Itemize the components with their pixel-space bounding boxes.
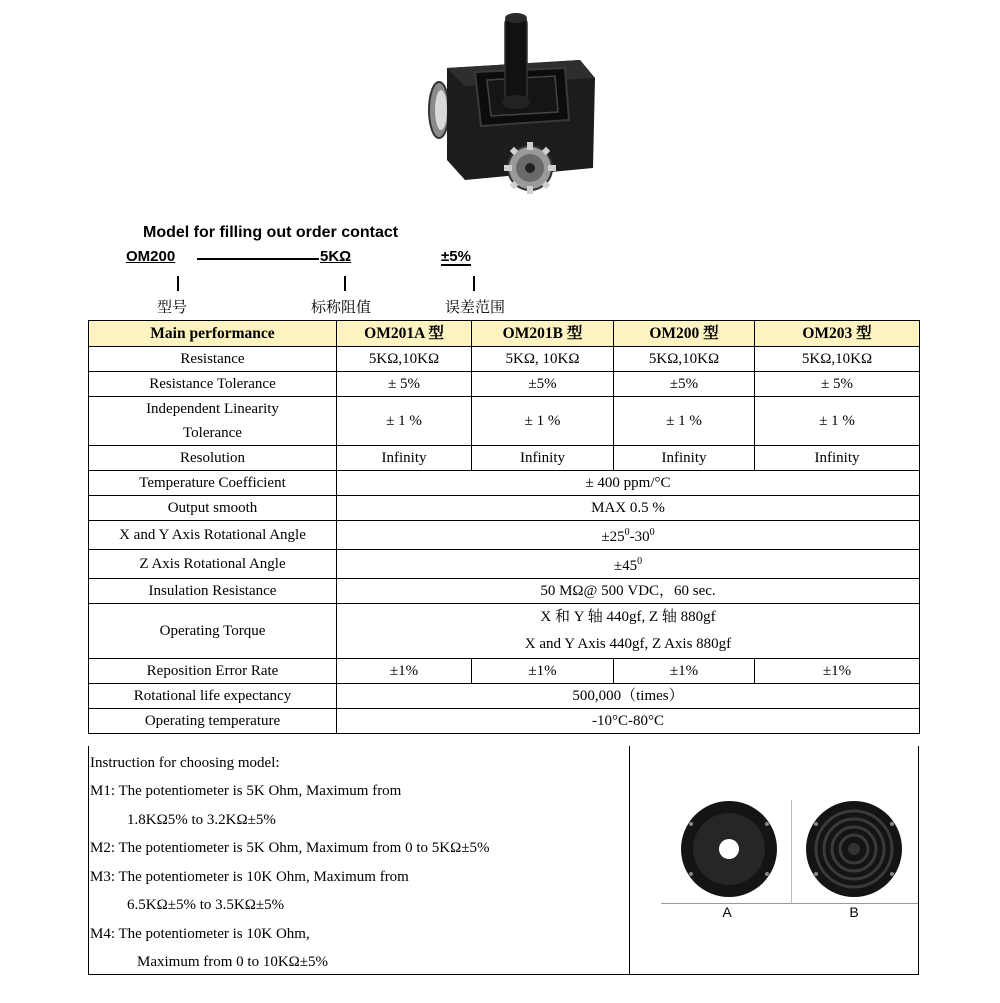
cell-value: ± 400 ppm/°C <box>337 471 920 496</box>
model-code <box>126 248 175 265</box>
row-label: Resistance <box>89 347 337 372</box>
disc-b-image <box>792 800 918 903</box>
header-om201a: OM201A 型 <box>337 321 472 347</box>
table-row <box>89 521 920 550</box>
header-om200: OM200 型 <box>614 321 755 347</box>
model-instructions-section <box>88 746 919 975</box>
cell-value: 5KΩ,10KΩ <box>337 347 472 372</box>
cell-value: 5KΩ,10KΩ <box>614 347 755 372</box>
instructions-panel <box>89 746 630 975</box>
resistance-tick <box>344 276 346 291</box>
tolerance-code <box>441 248 471 266</box>
cell-value: ±5% <box>614 372 755 397</box>
xy-angle-b-sup: 0 <box>649 527 655 538</box>
row-label: Reposition Error Rate <box>89 659 337 684</box>
cell-value: ± 1 % <box>755 397 920 446</box>
resistance-code: 5KΩ <box>320 248 352 265</box>
table-row <box>89 550 920 579</box>
instruction-m4-line2: Maximum from 0 to 10KΩ±5% <box>137 954 329 970</box>
table-row <box>89 397 920 446</box>
row-label-line2: Tolerance <box>183 425 242 441</box>
cell-value <box>337 550 920 579</box>
torque-line2: X and Y Axis 440gf, Z Axis 880gf <box>524 636 732 652</box>
order-title: Model for filling out order contact <box>143 224 399 241</box>
row-label <box>89 397 337 446</box>
table-row <box>89 604 920 659</box>
cell-value: ±1% <box>755 659 920 684</box>
cell-value: ± 1 % <box>472 397 614 446</box>
torque-line1: X 和 Y 轴 440gf, Z 轴 880gf <box>540 609 716 625</box>
table-row <box>89 372 920 397</box>
cell-value <box>337 521 920 550</box>
cell-value: ±1% <box>472 659 614 684</box>
table-row <box>89 709 920 734</box>
cell-value: ± 5% <box>337 372 472 397</box>
row-label: Rotational life expectancy <box>89 684 337 709</box>
row-label: Operating Torque <box>89 604 337 659</box>
performance-table <box>88 320 920 734</box>
figure-a-label: A <box>722 904 732 920</box>
row-label: Resistance Tolerance <box>89 372 337 397</box>
instruction-m3-line2: 6.5KΩ±5% to 3.5KΩ±5% <box>127 897 285 913</box>
cell-value: ± 1 % <box>337 397 472 446</box>
instruction-m1-line1: M1: The potentiometer is 5K Ohm, Maximum from <box>90 783 402 799</box>
resistance-cn-label: 标称阻值 <box>311 298 372 316</box>
cell-value: MAX 0.5 % <box>337 496 920 521</box>
figure-a-cell <box>661 800 792 904</box>
row-label: Resolution <box>89 446 337 471</box>
table-row <box>89 347 920 372</box>
table-row <box>89 496 920 521</box>
header-main-performance: Main performance <box>89 321 337 347</box>
z-angle-sup: 0 <box>637 556 643 567</box>
instructions-heading: Instruction for choosing model: <box>90 755 280 771</box>
cell-value: ± 1 % <box>614 397 755 446</box>
instruction-m3-line1: M3: The potentiometer is 10K Ohm, Maximum from <box>90 869 409 885</box>
cell-value: Infinity <box>337 446 472 471</box>
xy-angle-a-sup: 0 <box>624 527 630 538</box>
cell-value: 500,000（times） <box>337 684 920 709</box>
tolerance-code-text: ±5% <box>441 248 471 265</box>
row-label: Insulation Resistance <box>89 579 337 604</box>
cell-value: Infinity <box>755 446 920 471</box>
table-row <box>89 446 920 471</box>
cell-value: -10°C-80°C <box>337 709 920 734</box>
cell-value: ±1% <box>614 659 755 684</box>
z-angle-value: ±45 <box>613 558 638 574</box>
cell-value: ±5% <box>472 372 614 397</box>
row-label: Output smooth <box>89 496 337 521</box>
table-row <box>89 579 920 604</box>
table-header-row <box>89 321 920 347</box>
row-label-line1: Independent Linearity <box>146 401 279 417</box>
cell-value: ± 5% <box>755 372 920 397</box>
model-tick <box>177 276 179 291</box>
joystick-product-image <box>425 10 600 200</box>
model-code-text: OM200 <box>126 248 176 265</box>
cell-value: Infinity <box>472 446 614 471</box>
model-cn-label: 型号 <box>157 298 188 316</box>
figure-b-label: B <box>849 904 859 920</box>
row-label: Z Axis Rotational Angle <box>89 550 337 579</box>
instruction-m4-line1: M4: The potentiometer is 10K Ohm, <box>90 926 310 942</box>
cell-value: 5KΩ, 10KΩ <box>472 347 614 372</box>
cell-value: ±1% <box>337 659 472 684</box>
table-row <box>89 659 920 684</box>
row-label: Temperature Coefficient <box>89 471 337 496</box>
order-connector-line <box>197 258 319 260</box>
cell-value: 50 MΩ@ 500 VDC，60 sec. <box>337 579 920 604</box>
disc-figures <box>661 800 918 920</box>
tolerance-tick <box>473 276 475 291</box>
row-label: X and Y Axis Rotational Angle <box>89 521 337 550</box>
cell-value <box>337 604 920 659</box>
row-label: Operating temperature <box>89 709 337 734</box>
table-row <box>89 684 920 709</box>
cell-value: 5KΩ,10KΩ <box>755 347 920 372</box>
cell-value: Infinity <box>614 446 755 471</box>
tolerance-cn-label: 误差范围 <box>445 298 506 316</box>
instruction-m2-line1: M2: The potentiometer is 5K Ohm, Maximum from 0 to 5KΩ±5% <box>90 840 490 856</box>
header-om203: OM203 型 <box>755 321 920 347</box>
table-row <box>89 471 920 496</box>
disc-a-image <box>661 800 791 903</box>
header-om201b: OM201B 型 <box>472 321 614 347</box>
figure-b-cell <box>792 800 918 904</box>
instruction-m1-line2: 1.8KΩ5% to 3.2KΩ±5% <box>127 812 276 828</box>
xy-angle-b: -30 <box>629 529 650 545</box>
xy-angle-a: ±25 <box>601 529 625 545</box>
